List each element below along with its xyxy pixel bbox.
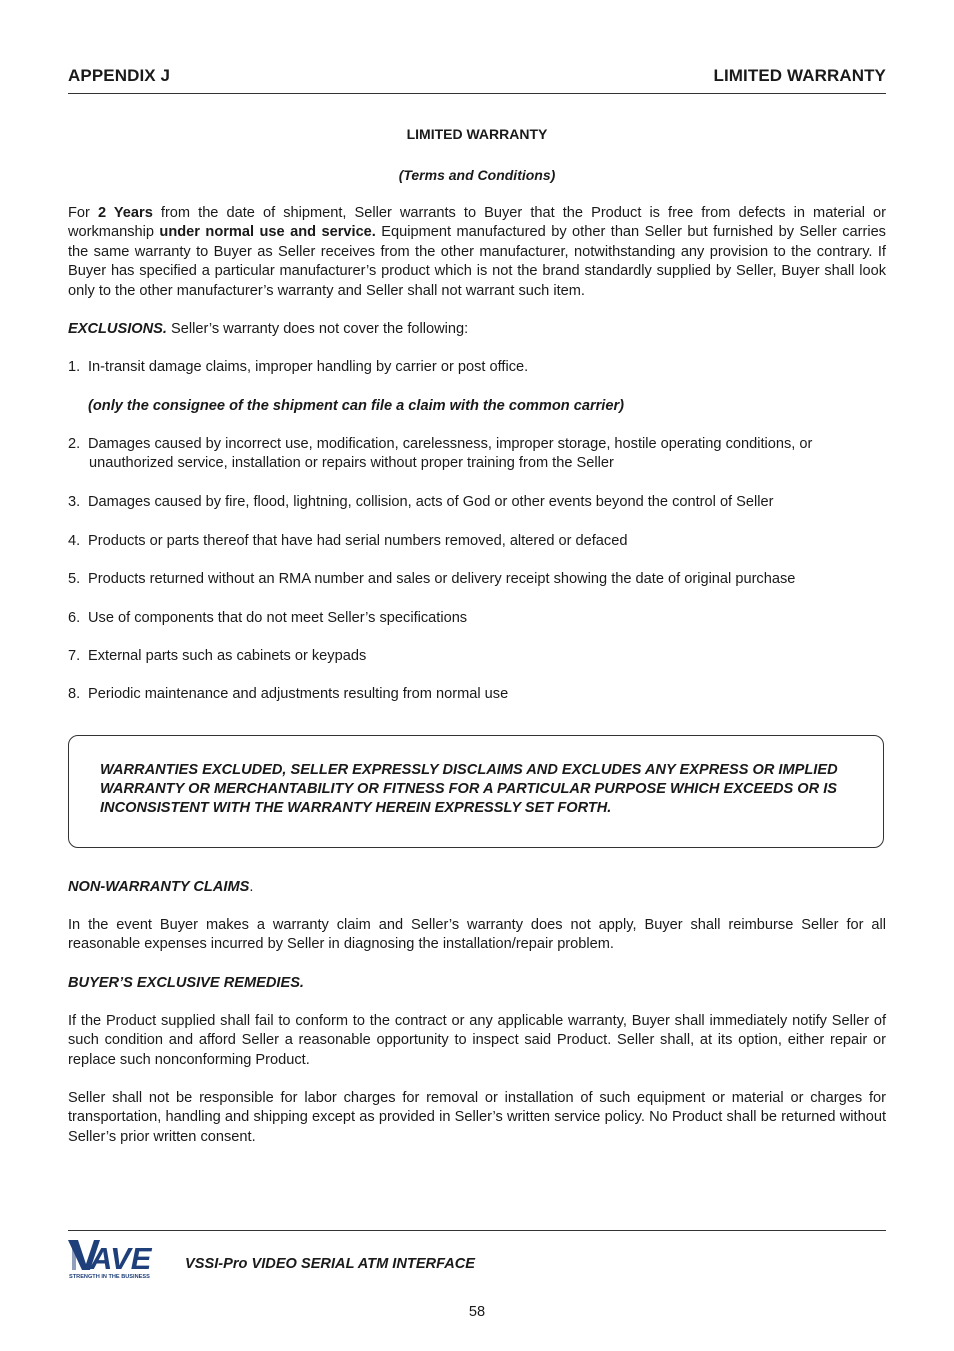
exclusion-item-1: 1. In-transit damage claims, improper handling by carrier or post office. (68, 359, 529, 375)
exclusion-item-7: 7. External parts such as cabinets or keypads (68, 648, 367, 664)
footer-product-name: VSSI-Pro VIDEO SERIAL ATM INTERFACE (185, 1256, 476, 1272)
document-subtitle: (Terms and Conditions) (398, 167, 556, 183)
exclusion-item-5: 5. Products returned without an RMA number and sales or delivery receipt showing the date of original purchase (68, 571, 796, 587)
exclusion-item-6: 6. Use of components that do not meet Seller’s specifications (68, 610, 468, 626)
header-section-title: LIMITED WARRANTY (713, 66, 886, 85)
page-number: 58 (468, 1304, 486, 1320)
logo-wordmark: AVE (90, 1241, 152, 1276)
exclusion-item-2: 2. Damages caused by incorrect use, modification, carelessness, improper storage, hostile operating conditions, or unauthorized service, installation or repairs without proper training from the Seller (68, 436, 813, 472)
header-appendix: APPENDIX J (68, 66, 171, 85)
exclusion-item-4: 4. Products or parts thereof that have had serial numbers removed, altered or defaced (68, 533, 628, 549)
exclusion-item-3: 3. Damages caused by fire, flood, lightning, collision, acts of God or other events beyond the control of Seller (68, 494, 774, 510)
disclaimer-text: WARRANTIES EXCLUDED, SELLER EXPRESSLY DISCLAIMS AND EXCLUDES ANY EXPRESS OR IMPLIED WARRANTY OR MERCHANTABILITY OR FITNESS FOR A PARTICULAR PURPOSE WHICH EXCEEDS OR IS INCONSISTENT WITH THE WARRANTY HEREIN EXPRESSLY SET FORTH. (100, 762, 838, 816)
exclusion-item-8: 8. Periodic maintenance and adjustments resulting from normal use (68, 686, 509, 702)
remedies-paragraph-1: If the Product supplied shall fail to conform to the contract or any applicable warranty, Buyer shall immediately notify Seller of such condition and afford Seller a reasonable opportunity to inspect said Product. Seller shall, at its option, either repair or replace such nonconforming Product. (68, 1013, 886, 1068)
intro-paragraph: For 2 Years from the date of shipment, Seller warrants to Buyer that the Product is free from defects in material or workmanship under normal use and service. Equipment manufactured by other than Seller but furnished by Seller carries the same warranty to Buyer as Seller receives from the other manufacturer, notwithstanding any provision to the contrary. If Buyer has specified a particular manufacturer’s product which is not the brand standardly supplied by Seller, Buyer shall look only to the other manufacturer’s warranty and Seller shall not warrant such item. (68, 205, 886, 299)
carrier-claim-note: (only the consignee of the shipment can file a claim with the common carrier) (88, 398, 625, 414)
remedies-paragraph-2: Seller shall not be responsible for labor charges for removal or installation of such equipment or material or charges for transportation, handling and shipping except as provided in Seller’s written service policy. No Product shall be returned without Seller’s prior written consent. (68, 1090, 886, 1145)
header-rule (68, 93, 886, 94)
non-warranty-paragraph: In the event Buyer makes a warranty claim and Seller’s warranty does not apply, Buyer shall reimburse Seller for all reasonable expenses incurred by Seller in diagnosing the installation/repair problem. (68, 917, 886, 953)
logo-tagline: STRENGTH IN THE BUSINESS (69, 1274, 150, 1280)
ave-logo (68, 1238, 170, 1280)
non-warranty-heading: NON-WARRANTY CLAIMS. (68, 879, 254, 895)
exclusions-heading: EXCLUSIONS. Seller’s warranty does not cover the following: (68, 321, 469, 337)
remedies-heading: BUYER’S EXCLUSIVE REMEDIES. (68, 975, 304, 991)
document-title: LIMITED WARRANTY (406, 126, 548, 142)
footer-rule (68, 1230, 886, 1231)
